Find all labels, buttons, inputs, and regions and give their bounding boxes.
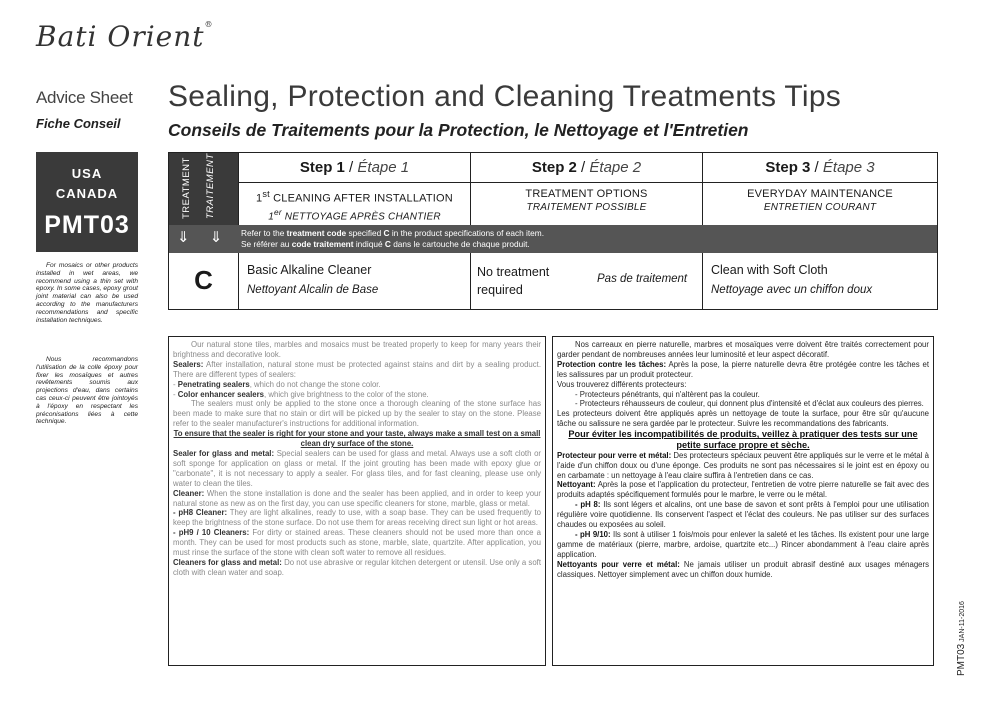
step-3-header: Step 3 / Étape 3: [703, 153, 937, 183]
step-2-desc: TREATMENT OPTIONS TRAITEMENT POSSIBLE: [525, 188, 648, 213]
page-subtitle: Conseils de Traitements pour la Protection, le Nettoyage et l'Entretien: [168, 120, 749, 140]
country-canada: CANADA: [55, 186, 119, 201]
treatment-label-cell: [169, 153, 239, 225]
step-1-treatment: Basic Alkaline Cleaner Nettoyant Alcalin de Base: [239, 253, 471, 309]
side-note-fr: Nous recommandons l'utilisation de la colle époxy pour fixer les mosaïques et autres revêtements soumis aux projections d'eau, dans certains cas ceux-ci peuvent être jointoyés à l'époxy en respectant les préconisations liées à cette technique.: [36, 356, 138, 426]
treatment-table: [168, 152, 938, 310]
step-3-cell: [703, 153, 937, 225]
country-usa: USA: [71, 166, 103, 181]
instruction-row: [169, 225, 937, 253]
instruction-text: Refer to the treatment code specified C in the product specifications of each item. Se référer au code traitement indiqué C dans le cartouche de chaque produit.: [241, 228, 545, 249]
advice-sheet-en: Advice Sheet: [36, 88, 133, 107]
english-text-box: Our natural stone tiles, marbles and mosaics must be treated properly to keep for many years their brightness and decorative look. Sealers: After installation, natural stone must be protected against stains and dirt by a sealing product. There are different types of sealers: - Penetrating sealers, which do not change the stone color. - Color enhancer sealers, which give brightness to the color of the stone. The sealers must only be applied to the stone once a thorough cleaning of the stone surface has been made to make sure that no stain or dirt will be picked up by the sealer to stay on the stone. Please refer to the sealer manufacturer's instructions for additional information. To ensure that the sealer is right for your stone and your taste, always make a small test on a small clean dry surface of the stone. Sealer for glass and metal: Special sealers can be used for glass and metal. Always use a soft cloth or soft sponge for application on glass or metal. If the joint grouting has been made with epoxy glue or "carbonate", it is not necessary to apply a sealer. For glass tiles, and for fast cleaning, please use only water to clean the tiles. Cleaner: When the stone installation is done and the sealer has been applied, and in order to keep your natural stone as new as on the first day, you can use specific cleaners for stone, marble, glass or metal. - pH8 Cleaner: They are light alkalines, ready to use, with a soap base. They can be used frequently to keep the brightness of the stone surface. Do not use them for areas receiving direct sun light or hot areas. - pH9 / 10 Cleaners: For dirty or stained areas. These cleaners should not be used more than once a month. They can be used for most products such as stone, marble, slate, quartzite. After application, you must rinse the surface of the stone with clean soft water to remove all residues. Cleaners for glass and metal: Do not use abrasive or regular kitchen detergent or utensil. Use only a soft cloth with clean water and soap.: [168, 336, 546, 666]
down-arrows-icon: ⇓ ⇓: [177, 229, 231, 246]
country-code-box: [36, 152, 138, 252]
step-1-desc: 1st CLEANING AFTER INSTALLATION 1er NETTOYAGE APRÈS CHANTIER: [256, 189, 453, 222]
page-title: Sealing, Protection and Cleaning Treatments Tips: [168, 80, 842, 113]
code-c-row: [169, 253, 937, 309]
step-2-header: Step 2 / Étape 2: [471, 153, 702, 183]
brand-logo: Bati Orient®: [36, 20, 214, 53]
step-2-treatment: No treatment required Pas de traitement: [471, 253, 703, 309]
step-3-desc: EVERYDAY MAINTENANCE ENTRETIEN COURANT: [747, 188, 893, 213]
treatment-label-en: TREATMENT: [181, 157, 192, 219]
step-2-cell: [471, 153, 703, 225]
step-3-treatment: Clean with Soft Cloth Nettoyage avec un chiffon doux: [711, 263, 873, 296]
step-1-cell: [239, 153, 471, 225]
advice-sheet-fr: Fiche Conseil: [36, 116, 121, 131]
side-note-en: For mosaics or other products installed in wet areas, we recommend using a thin set with epoxy. In some cases, epoxy grout joint material can also be used according to the manufacturers recommendations and specific installation techniques.: [36, 262, 138, 324]
step-1-header: Step 1 / Étape 1: [239, 153, 470, 183]
document-reference: PMT03 JAN-11-2016: [956, 601, 967, 676]
product-code: PMT03: [44, 211, 130, 239]
steps-row: [169, 153, 937, 225]
treatment-code: C: [169, 253, 239, 309]
french-text-box: Nos carreaux en pierre naturelle, marbres et mosaïques verre doivent être traités correctement pour garder pendant de nombreuses années leur luminosité et leur aspect décoratif. Protection contre les tâches: Après la pose, la pierre naturelle devra être protégée contre les tâches et les salissures par un produit protecteur. Vous trouverez différents protecteurs: - Protecteurs pénétrants, qui n'altèrent pas la couleur. - Protecteurs réhausseurs de couleur, qui donnent plus d'intensité et d'éclat aux couleurs des pierres. Les protecteurs doivent être appliqués après un nettoyage de toute la surface, pour être sûr qu'aucune tâche ou salissure ne sera gardée par le protecteur. Suivre les recommandations des fabricants. Pour éviter les incompatibilités de produits, veillez à pratiquer des tests sur une petite surface propre et sèche. Protecteur pour verre et métal: Des protecteurs spéciaux peuvent être appliqués sur le verre et le métal à l'aide d'un chiffon doux ou d'une éponge. Ces produits ne sont pas nécessaires si le joint est en époxy ou en carbamate : un nettoyage à l'eau claire suffira à l'entretien dans ce cas. Nettoyant: Après la pose et l'application du protecteur, l'entretien de votre pierre naturelle se fait avec des produits adaptés spécifiquement formulés pour le marbre, le verre ou le métal. - pH 8: Ils sont légers et alcalins, ont une base de savon et sont prêts à l'emploi pour une utilisation régulière voire quotidienne. Ils conservent l'aspect et l'éclat des couleurs. Ne pas utiliser sur des surfaces chaudes ou exposées au soleil. - pH 9/10: Ils sont à utiliser 1 fois/mois pour enlever la saleté et les tâches. Ils existent pour une large gamme de matériaux (pierre, marbre, ardoise, quartzite etc...) Rincer abondamment à l'eau claire après application. Nettoyants pour verre et métal: Ne jamais utiliser un produit abrasif destiné aux usages ménagers classiques. Nettoyer simplement avec un chiffon doux humide.: [552, 336, 934, 666]
treatment-label-fr: TRAITEMENT: [205, 153, 216, 219]
sheet-type: [36, 88, 136, 131]
